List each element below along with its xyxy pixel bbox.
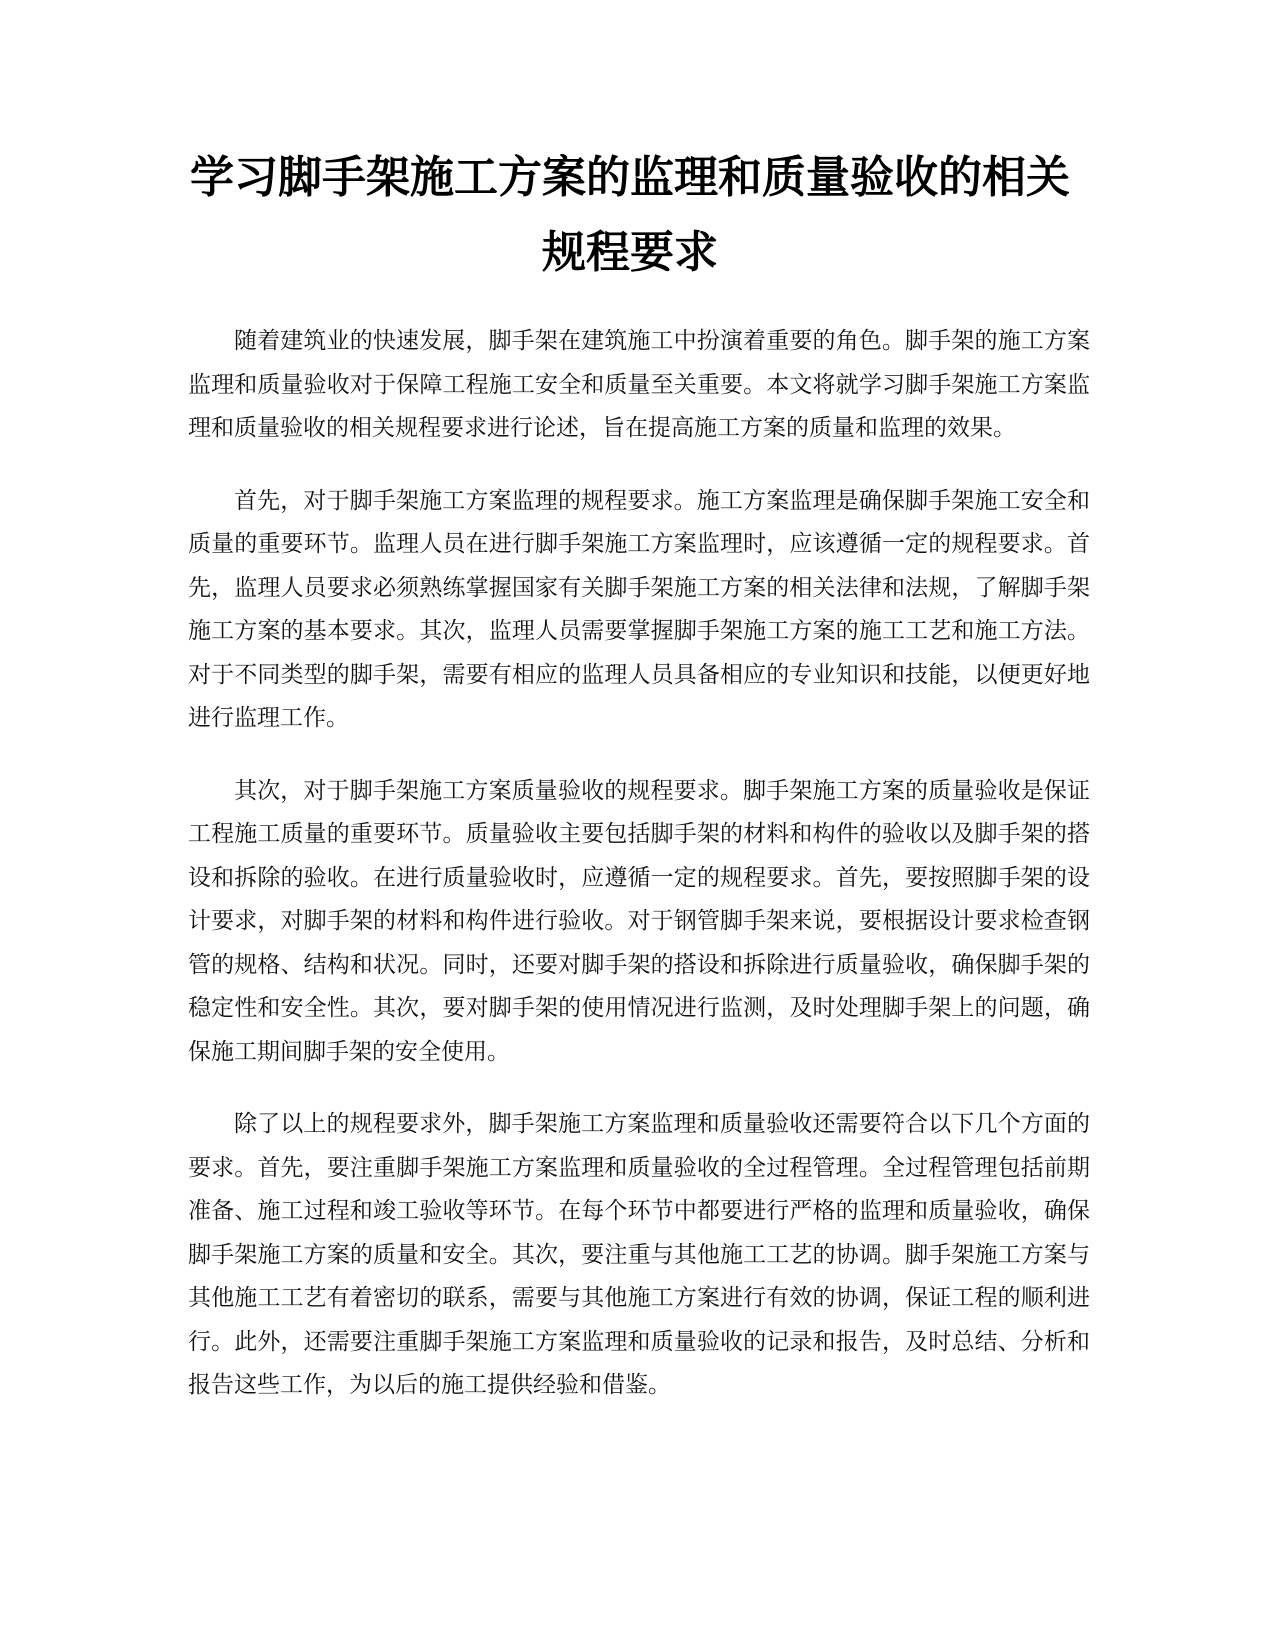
paragraph-supervision-requirements: 首先，对于脚手架施工方案监理的规程要求。施工方案监理是确保脚手架施工安全和质量的重要环节。监理人员在进行脚手架施工方案监理时，应该遵循一定的规程要求。首先，监理人员要求必须熟练掌握国家有关脚手架施工方案的相关法律和法规，了解脚手架施工方案的基本要求。其次，监理人员需要掌握脚手架施工方案的施工工艺和施工方法。对于不同类型的脚手架，需要有相应的监理人员具备相应的专业知识和技能，以便更好地进行监理工作。	[188, 487, 1090, 731]
paragraph-additional-requirements: 除了以上的规程要求外，脚手架施工方案监理和质量验收还需要符合以下几个方面的要求。首先，要注重脚手架施工方案监理和质量验收的全过程管理。全过程管理包括前期准备、施工过程和竣工验收等环节。在每个环节中都要进行严格的监理和质量验收，确保脚手架施工方案的质量和安全。其次，要注重与其他施工工艺的协调。脚手架施工方案与其他施工工艺有着密切的联系，需要与其他施工方案进行有效的协调，保证工程的顺利进行。此外，还需要注重脚手架施工方案监理和质量验收的记录和报告，及时总结、分析和报告这些工作，为以后的施工提供经验和借鉴。	[188, 1111, 1090, 1398]
paragraph-intro: 随着建筑业的快速发展，脚手架在建筑施工中扮演着重要的角色。脚手架的施工方案监理和质量验收对于保障工程施工安全和质量至关重要。本文将就学习脚手架施工方案监理和质量验收的相关规程要求进行论述，旨在提高施工方案的质量和监理的效果。	[188, 328, 1090, 441]
paragraph-quality-acceptance: 其次，对于脚手架施工方案质量验收的规程要求。脚手架施工方案的质量验收是保证工程施工质量的重要环节。质量验收主要包括脚手架的材料和构件的验收以及脚手架的搭设和拆除的验收。在进行质量验收时，应遵循一定的规程要求。首先，要按照脚手架的设计要求，对脚手架的材料和构件进行验收。对于钢管脚手架来说，要根据设计要求检查钢管的规格、结构和状况。同时，还要对脚手架的搭设和拆除进行质量验收，确保脚手架的稳定性和安全性。其次，要对脚手架的使用情况进行监测，及时处理脚手架上的问题，确保施工期间脚手架的安全使用。	[188, 777, 1090, 1065]
document-body	[188, 320, 1090, 1437]
document-title: 学习脚手架施工方案的监理和质量验收的相关规程要求	[190, 152, 1070, 278]
